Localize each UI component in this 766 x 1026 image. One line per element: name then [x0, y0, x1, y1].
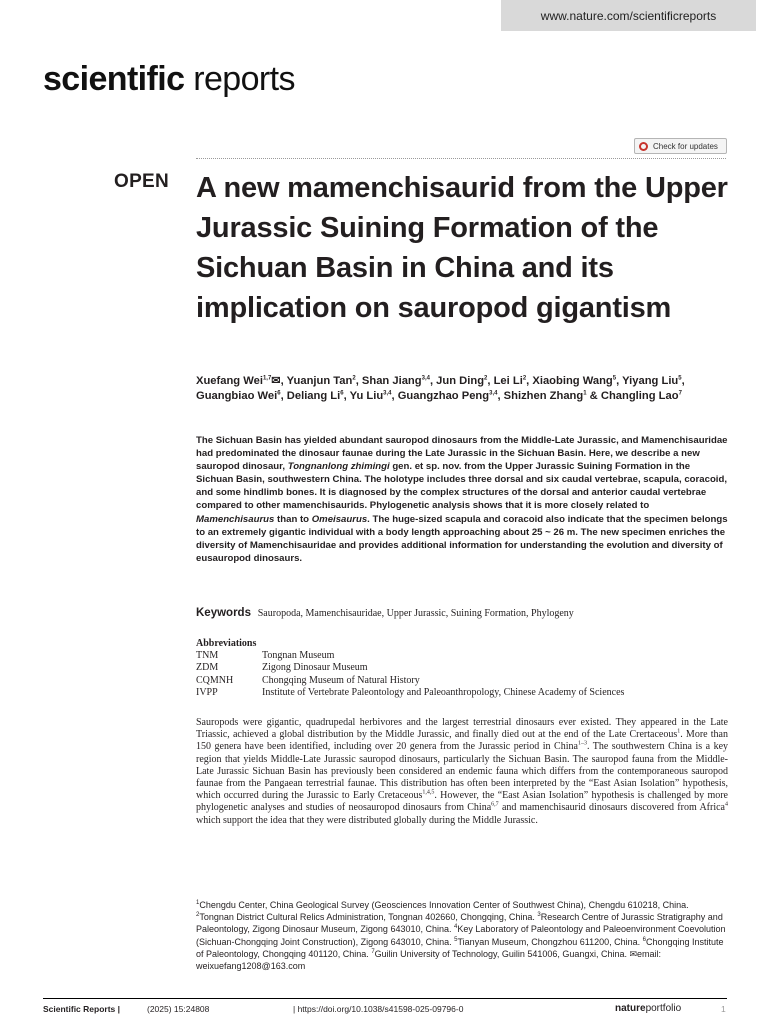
- abbreviation-definition: Institute of Vertebrate Paleontology and Paleoanthropology, Chinese Academy of Sciences: [262, 686, 625, 698]
- abbreviation-row: [196, 687, 728, 699]
- footer-journal: Scientific Reports |: [43, 1004, 121, 1014]
- abbreviations-heading: Abbreviations: [196, 638, 257, 649]
- logo-regular-text: reports: [193, 60, 295, 98]
- abbreviation-term: TNM: [196, 650, 219, 662]
- keywords: [196, 607, 728, 619]
- footer-doi-link[interactable]: | https://doi.org/10.1038/s41598-025-09796-0: [293, 1004, 464, 1014]
- introduction-paragraph: Sauropods were gigantic, quadrupedal herbivores and the largest terrestrial dinosaurs ever existed. They appeared in the Late Triassic, achieved a global distribution by the Middle Jurassic, and finally died out at the end of the Late Crertaceous$^1$. More than 150 genera have been identified, including over 20 genera from the Jurassic period in China$^{1-3}$. The southwestern China is a key region that yields Middle-Late Jurassic sauropod dinosaurs, particularly the Sichuan Basin. The sauropod fauna from the Middle-Late Jurassic Sichuan Basin has previously been considered an endemic fauna which differs from the contemporaneous sauropod faunae from the Pangaean terrestrial faunae. This distribution has often been interpreted by the “East Asian Isolation” hypothesis, which occurred during the Jurassic to Early Cretaceous$^{1,4,5}$. However, the “East Asian Isolation” hypothesis is challenged by more phylogenetic analyses and studies of neosauropod dinosaurs from China$^{6,7}$ and mamenchisaurid dinosaurs discovered from Africa$^4$ which support the idea that they were distributed globally during the Middle Jurassic.: [196, 717, 729, 826]
- footer-volume: (2025) 15:24808: [147, 1004, 210, 1014]
- footer-divider: [43, 998, 727, 999]
- journal-logo: [43, 60, 295, 99]
- publisher-logo: [615, 1003, 681, 1014]
- check-for-updates-button[interactable]: [634, 138, 727, 154]
- check-updates-icon: [639, 142, 648, 151]
- abbreviation-row: [196, 650, 728, 662]
- check-updates-label: Check for updates: [653, 141, 718, 151]
- keywords-label: Keywords: [196, 607, 251, 619]
- abbreviation-definition: Chongqing Museum of Natural History: [262, 674, 420, 686]
- abbreviation-row: [196, 662, 728, 674]
- open-access-label: OPEN: [114, 171, 170, 192]
- author-list: Xuefang Wei$^{1,7}$✉, Yuanjun Tan$^2$, Shan Jiang$^{3,4}$, Jun Ding$^2$, Lei Li$^2$, Xiaobing Wang$^5$, Yiyang Liu$^5$, Guangbiao Wei$^6$, Deliang Li$^6$, Yu Liu$^{3,4}$, Guangzhao Peng$^{3,4}$, Shizhen Zhang$^1$ & Changling Lao$^7$: [196, 375, 685, 402]
- abbreviation-definition: Tongnan Museum: [262, 650, 335, 662]
- header-divider: [196, 158, 726, 159]
- keywords-value: Sauropoda, Mamenchisauridae, Upper Jurassic, Suining Formation, Phylogeny: [257, 608, 574, 619]
- article-title: A new mamenchisaurid from the Upper Jurassic Suining Formation of the Sichuan Basin in China and its implication on sauropod gigantism: [196, 172, 728, 324]
- abbreviation-term: IVPP: [196, 686, 218, 698]
- publisher-regular: portfolio: [645, 1003, 682, 1014]
- abstract: The Sichuan Basin has yielded abundant sauropod dinosaurs from the Middle-Late Jurassic, and Mamenchisauridae had predominated the dinosaur faunae during the Late Jurassic in the Sichuan Basin. Here, we describe a new sauropod dinosaur, Tongnanlong zhimingi gen. et sp. nov. from the Upper Jurassic Suining Formation in the Sichuan Basin, southwestern China. The holotype includes three dorsal and six caudal vertebrae, scapula, coracoid, and some hindlimb bones. It is diagnosed by the complex structures of the dorsal and anterior caudal vertebrae compared to other mamenchisaurids. Phylogenetic analysis shows that it is more closely related to Mamenchisaurus than to Omeisaurus. The huge-sized scapula and coracoid also indicate that the specimen belongs to an extremely gigantic individual with a body length approaching about 25 ~ 26 m. The new specimen enriches the diversity of Mamenchisauridae and provides additional information for understanding the evolution and diversity of eusauropod dinosaurs.: [196, 435, 728, 564]
- abbreviation-row: [196, 675, 728, 687]
- abbreviation-definition: Zigong Dinosaur Museum: [262, 662, 368, 674]
- journal-url[interactable]: www.nature.com/scientificreports: [501, 0, 756, 31]
- abbreviation-term: ZDM: [196, 662, 219, 674]
- logo-bold-text: scientific: [43, 60, 185, 98]
- page-number: 1: [721, 1004, 726, 1014]
- publisher-bold: nature: [615, 1003, 646, 1014]
- abbreviation-term: CQMNH: [196, 674, 234, 686]
- abbreviations: [196, 638, 728, 699]
- affiliations: $^1$Chengdu Center, China Geological Survey (Geosciences Innovation Center of Southwest China), Chengdu 610218, China. $^2$Tongnan District Cultural Relics Administration, Tongnan 402660, Chongqing, China. $^3$Research Centre of Jurassic Stratigraphy and Paleontology, Zigong Dinosaur Museum, Zigong 643010, China. $^4$Key Laboratory of Paleontology and Paleoenvironment Coevolution (Sichuan-Chongqing Joint Construction), Zigong 643010, China. $^5$Tianyan Museum, Chongzhou 611200, China. $^6$Chongqing Institute of Paleontology, Chongqing 401120, China. $^7$Guilin University of Technology, Guilin 541006, Guangxi, China. ✉email: weixuefang1208@163.com: [196, 900, 726, 972]
